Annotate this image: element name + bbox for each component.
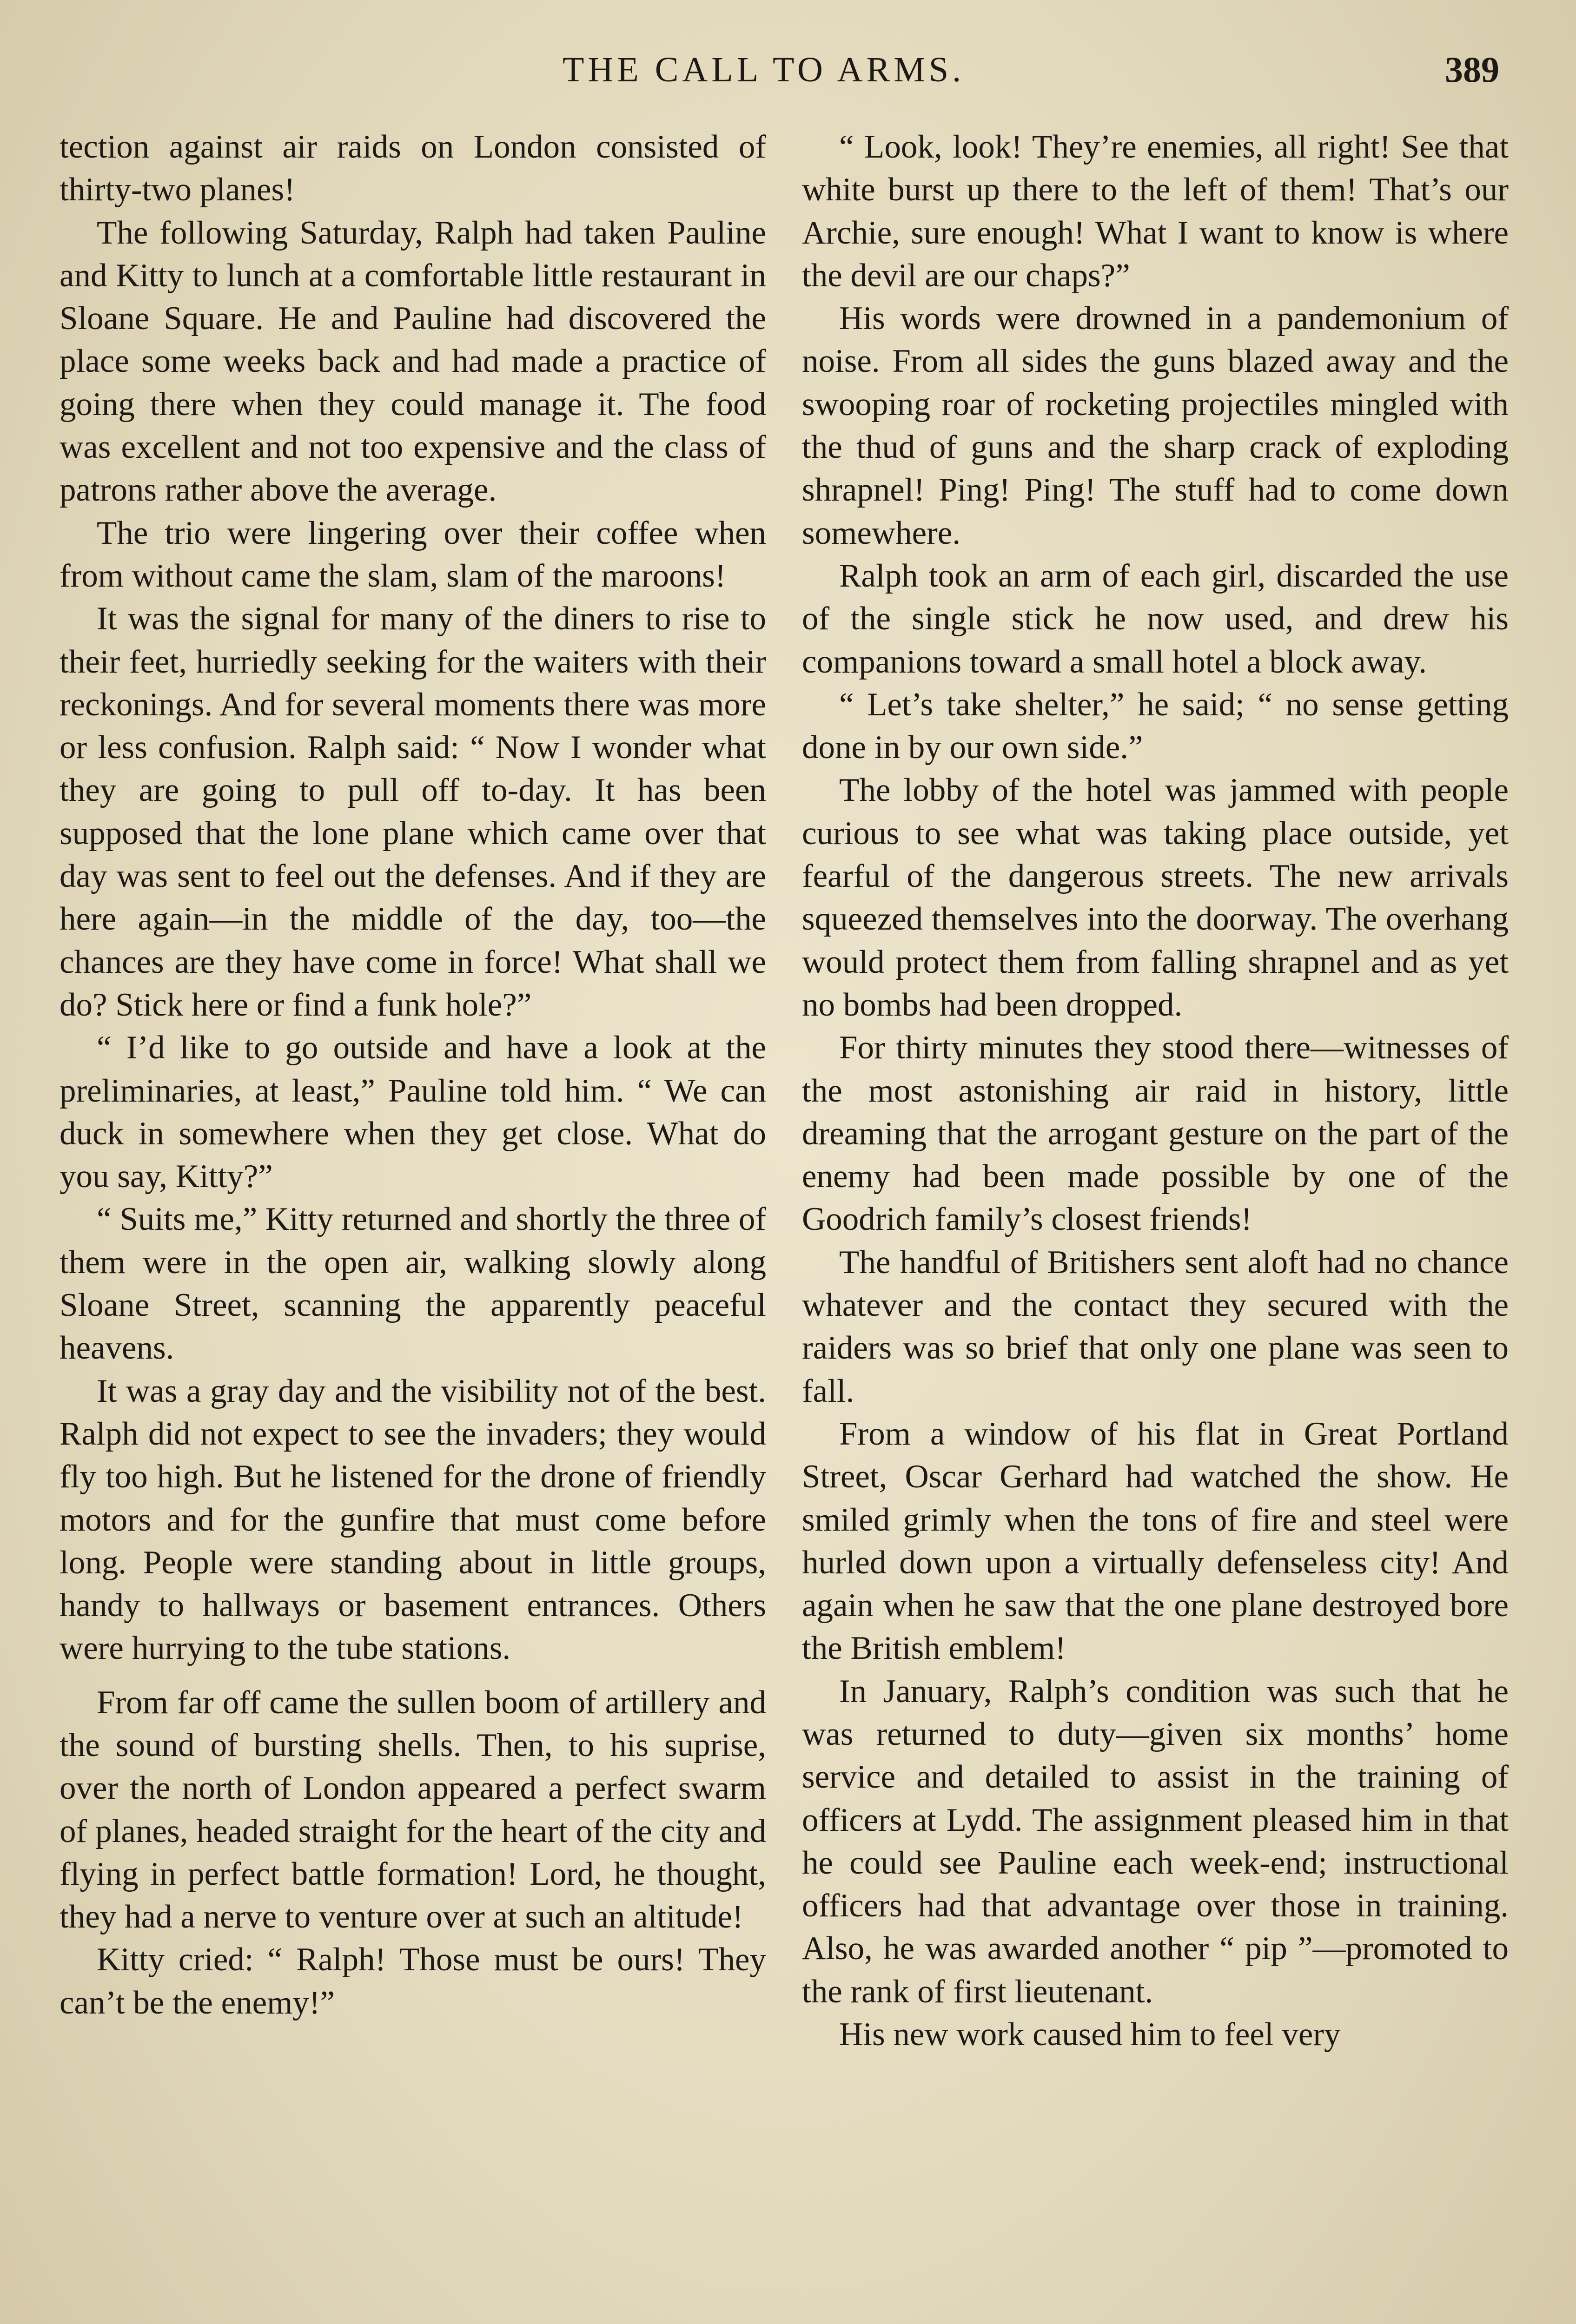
paragraph: “ Look, look! They’re enemies, all right! See that white burst up there to the left of them! That’s our Archie, sure enough! What I want to know is where the devil are our chaps?” [802,129,1509,294]
paragraph: His words were drowned in a pandemonium of noise. From all sides the guns blazed away and the swooping roar of rocketing projectiles mingled with the thud of guns and the sharp crack of exploding shrapnel! Ping! Ping! The stuff had to come down somewhere. [802,300,1509,551]
paragraph: tection against air raids on London consisted of thirty-two planes! [60,129,766,208]
paragraph: The handful of Britishers sent aloft had no chance whatever and the contact they secured with the raiders was so brief that only one plane was seen to fall. [802,1244,1509,1409]
paragraph: For thirty minutes they stood there—witnesses of the most astonishing air raid in history, little dreaming that the arrogant gesture on the part of the enemy had been made possible by one of the Goodrich family’s closest friends! [802,1030,1509,1238]
running-header [0,44,1576,95]
paragraph: “ Suits me,” Kitty returned and shortly the three of them were in the open air, walking slowly along Sloane Street, scanning the apparently peaceful heavens. [60,1201,766,1367]
paragraph: The lobby of the hotel was jammed with people curious to see what was taking place outside, yet fearful of the dangerous streets. The new arrivals squeezed themselves into the doorway. The overhang would protect them from falling shrapnel and as yet no bombs had been dropped. [802,772,1509,1023]
paragraph: Kitty cried: “ Ralph! Those must be ours! They can’t be the enemy!” [60,1941,766,2021]
paragraph: “ I’d like to go outside and have a look at the preliminaries, at least,” Pauline told him. “ We can duck in somewhere when they get close. What do you say, Kitty?” [60,1030,766,1195]
paragraph: It was a gray day and the visibility not of the best. Ralph did not expect to see the invaders; they would fly too high. But he listened for the drone of friendly motors and for the gunfire that must come before long. People were standing about in little groups, handy to hallways or basement entrances. Others were hurrying to the tube stations. [60,1373,766,1667]
paragraph: The following Saturday, Ralph had taken Pauline and Kitty to lunch at a comfortable little restaurant in Sloane Square. He and Pauline had discovered the place some weeks back and had made a practice of going there when they could manage it. The food was excellent and not too expensive and the class of patrons rather above the average. [60,214,766,508]
paragraph: “ Let’s take shelter,” he said; “ no sense getting done in by our own side.” [802,686,1509,766]
paragraph: The trio were lingering over their coffee when from without came the slam, slam of the maroons! [60,515,766,594]
paragraph: In January, Ralph’s condition was such that he was returned to duty—given six months’ home service and detailed to assist in the training of officers at Lydd. The assignment pleased him in that he could see Pauline each week-end; instructional officers had that advantage over those in training. Also, he was awarded another “ pip ”—promoted to the rank of first lieutenant. [802,1673,1509,2010]
right-column [802,125,1509,2056]
paragraph: His new work caused him to feel very [839,2016,1341,2053]
left-column [60,125,766,2024]
running-title: THE CALL TO ARMS. [563,50,965,89]
page-number: 389 [1445,49,1499,90]
paragraph: Ralph took an arm of each girl, discarded the use of the single stick he now used, and drew his companions toward a small hotel a block away. [802,557,1509,680]
paragraph: It was the signal for many of the diners to rise to their feet, hurriedly seeking for the waiters with their reckonings. And for several moments there was more or less confusion. Ralph said: “ Now I wonder what they are going to pull off to-day. It has been supposed that the lone plane which came over that day was sent to feel out the defenses. And if they are here again—in the middle of the day, too—the chances are they have come in force! What shall we do? Stick here or find a funk hole?” [60,601,766,1023]
paragraph: From far off came the sullen boom of artillery and the sound of bursting shells. Then, to his suprise, over the north of London appeared a perfect swarm of planes, headed straight for the heart of the city and flying in perfect battle formation! Lord, he thought, they had a nerve to venture over at such an altitude! [60,1684,766,1935]
paragraph: From a window of his flat in Great Portland Street, Oscar Gerhard had watched the show. He smiled grimly when the tons of fire and steel were hurled down upon a virtually defenseless city! And again when he saw that the one plane destroyed bore the British emblem! [802,1415,1509,1667]
